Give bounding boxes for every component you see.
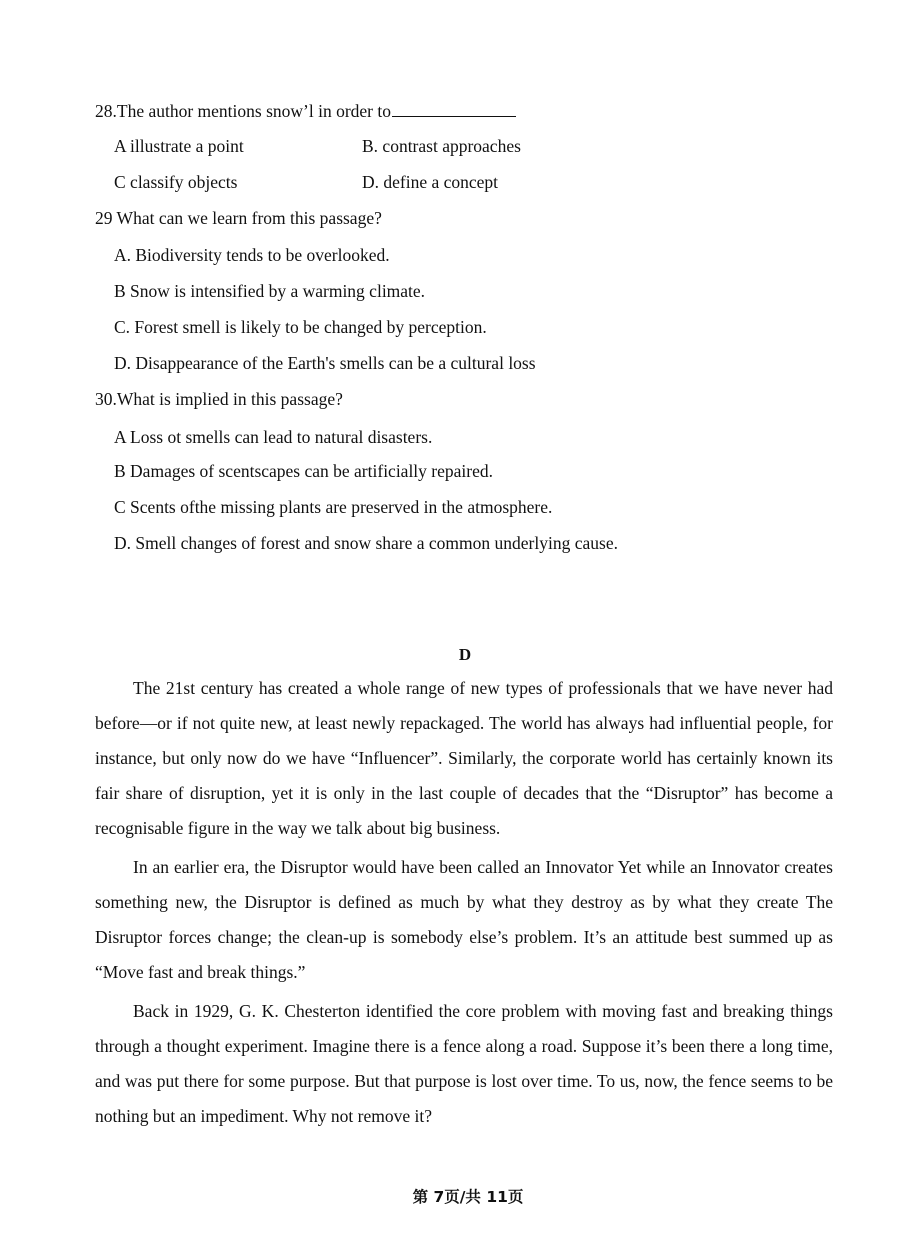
question-28-text: 28.The author mentions snow’l in order to: [95, 101, 391, 121]
passage-paragraph-2: In an earlier era, the Disruptor would have been called an Innovator Yet while an Innovator creates something new, the Disruptor is defined as much by what they destroy as by what they create The Disruptor forces change; the clean-up is somebody else’s problem. It’s an attitude best summed up as “Move fast and break things.”: [95, 857, 833, 982]
question-30-option-a: A Loss ot smells can lead to natural disasters.: [114, 427, 433, 447]
question-28-option-d: D. define a concept: [362, 172, 499, 192]
passage-paragraph-1: The 21st century has created a whole range of new types of professionals that we have never had before—or if not quite new, at least newly repackaged. The world has always had influential people, for instance, but only now do we have “Influencer”. Similarly, the corporate world has certainly known its fair share of disruption, yet it is only in the last couple of decades that the “Disruptor” has become a recognisable figure in the way we talk about big business.: [95, 678, 833, 838]
section-title: D: [458, 645, 472, 664]
question-30-option-c: C Scents ofthe missing plants are preserved in the atmosphere.: [114, 497, 553, 517]
question-29-option-c: C. Forest smell is likely to be changed by perception.: [114, 317, 487, 337]
question-30-option-b: B Damages of scentscapes can be artificially repaired.: [114, 461, 493, 481]
answer-blank: [392, 100, 516, 117]
question-28-option-a: A illustrate a point: [114, 136, 244, 156]
question-28-stem: [95, 100, 516, 122]
question-28-option-c: C classify objects: [114, 172, 238, 192]
question-30-option-d: D. Smell changes of forest and snow share a common underlying cause.: [114, 533, 618, 553]
question-29-stem: 29 What can we learn from this passage?: [95, 208, 382, 228]
passage-paragraph-3: Back in 1929, G. K. Chesterton identified the core problem with moving fast and breaking things through a thought experiment. Imagine there is a fence along a road. Suppose it’s been there a long time, and was put there for some purpose. But that purpose is lost over time. To us, now, the fence seems to be nothing but an impediment. Why not remove it?: [95, 1001, 833, 1126]
question-28-option-b: B. contrast approaches: [362, 136, 521, 156]
question-30-stem: 30.What is implied in this passage?: [95, 389, 343, 409]
question-29-option-d: D. Disappearance of the Earth's smells can be a cultural loss: [114, 353, 536, 373]
question-29-option-a: A. Biodiversity tends to be overlooked.: [114, 245, 390, 265]
page-number: 第 7页/共 11页: [412, 1188, 524, 1206]
question-29-option-b: B Snow is intensified by a warming climate.: [114, 281, 426, 301]
